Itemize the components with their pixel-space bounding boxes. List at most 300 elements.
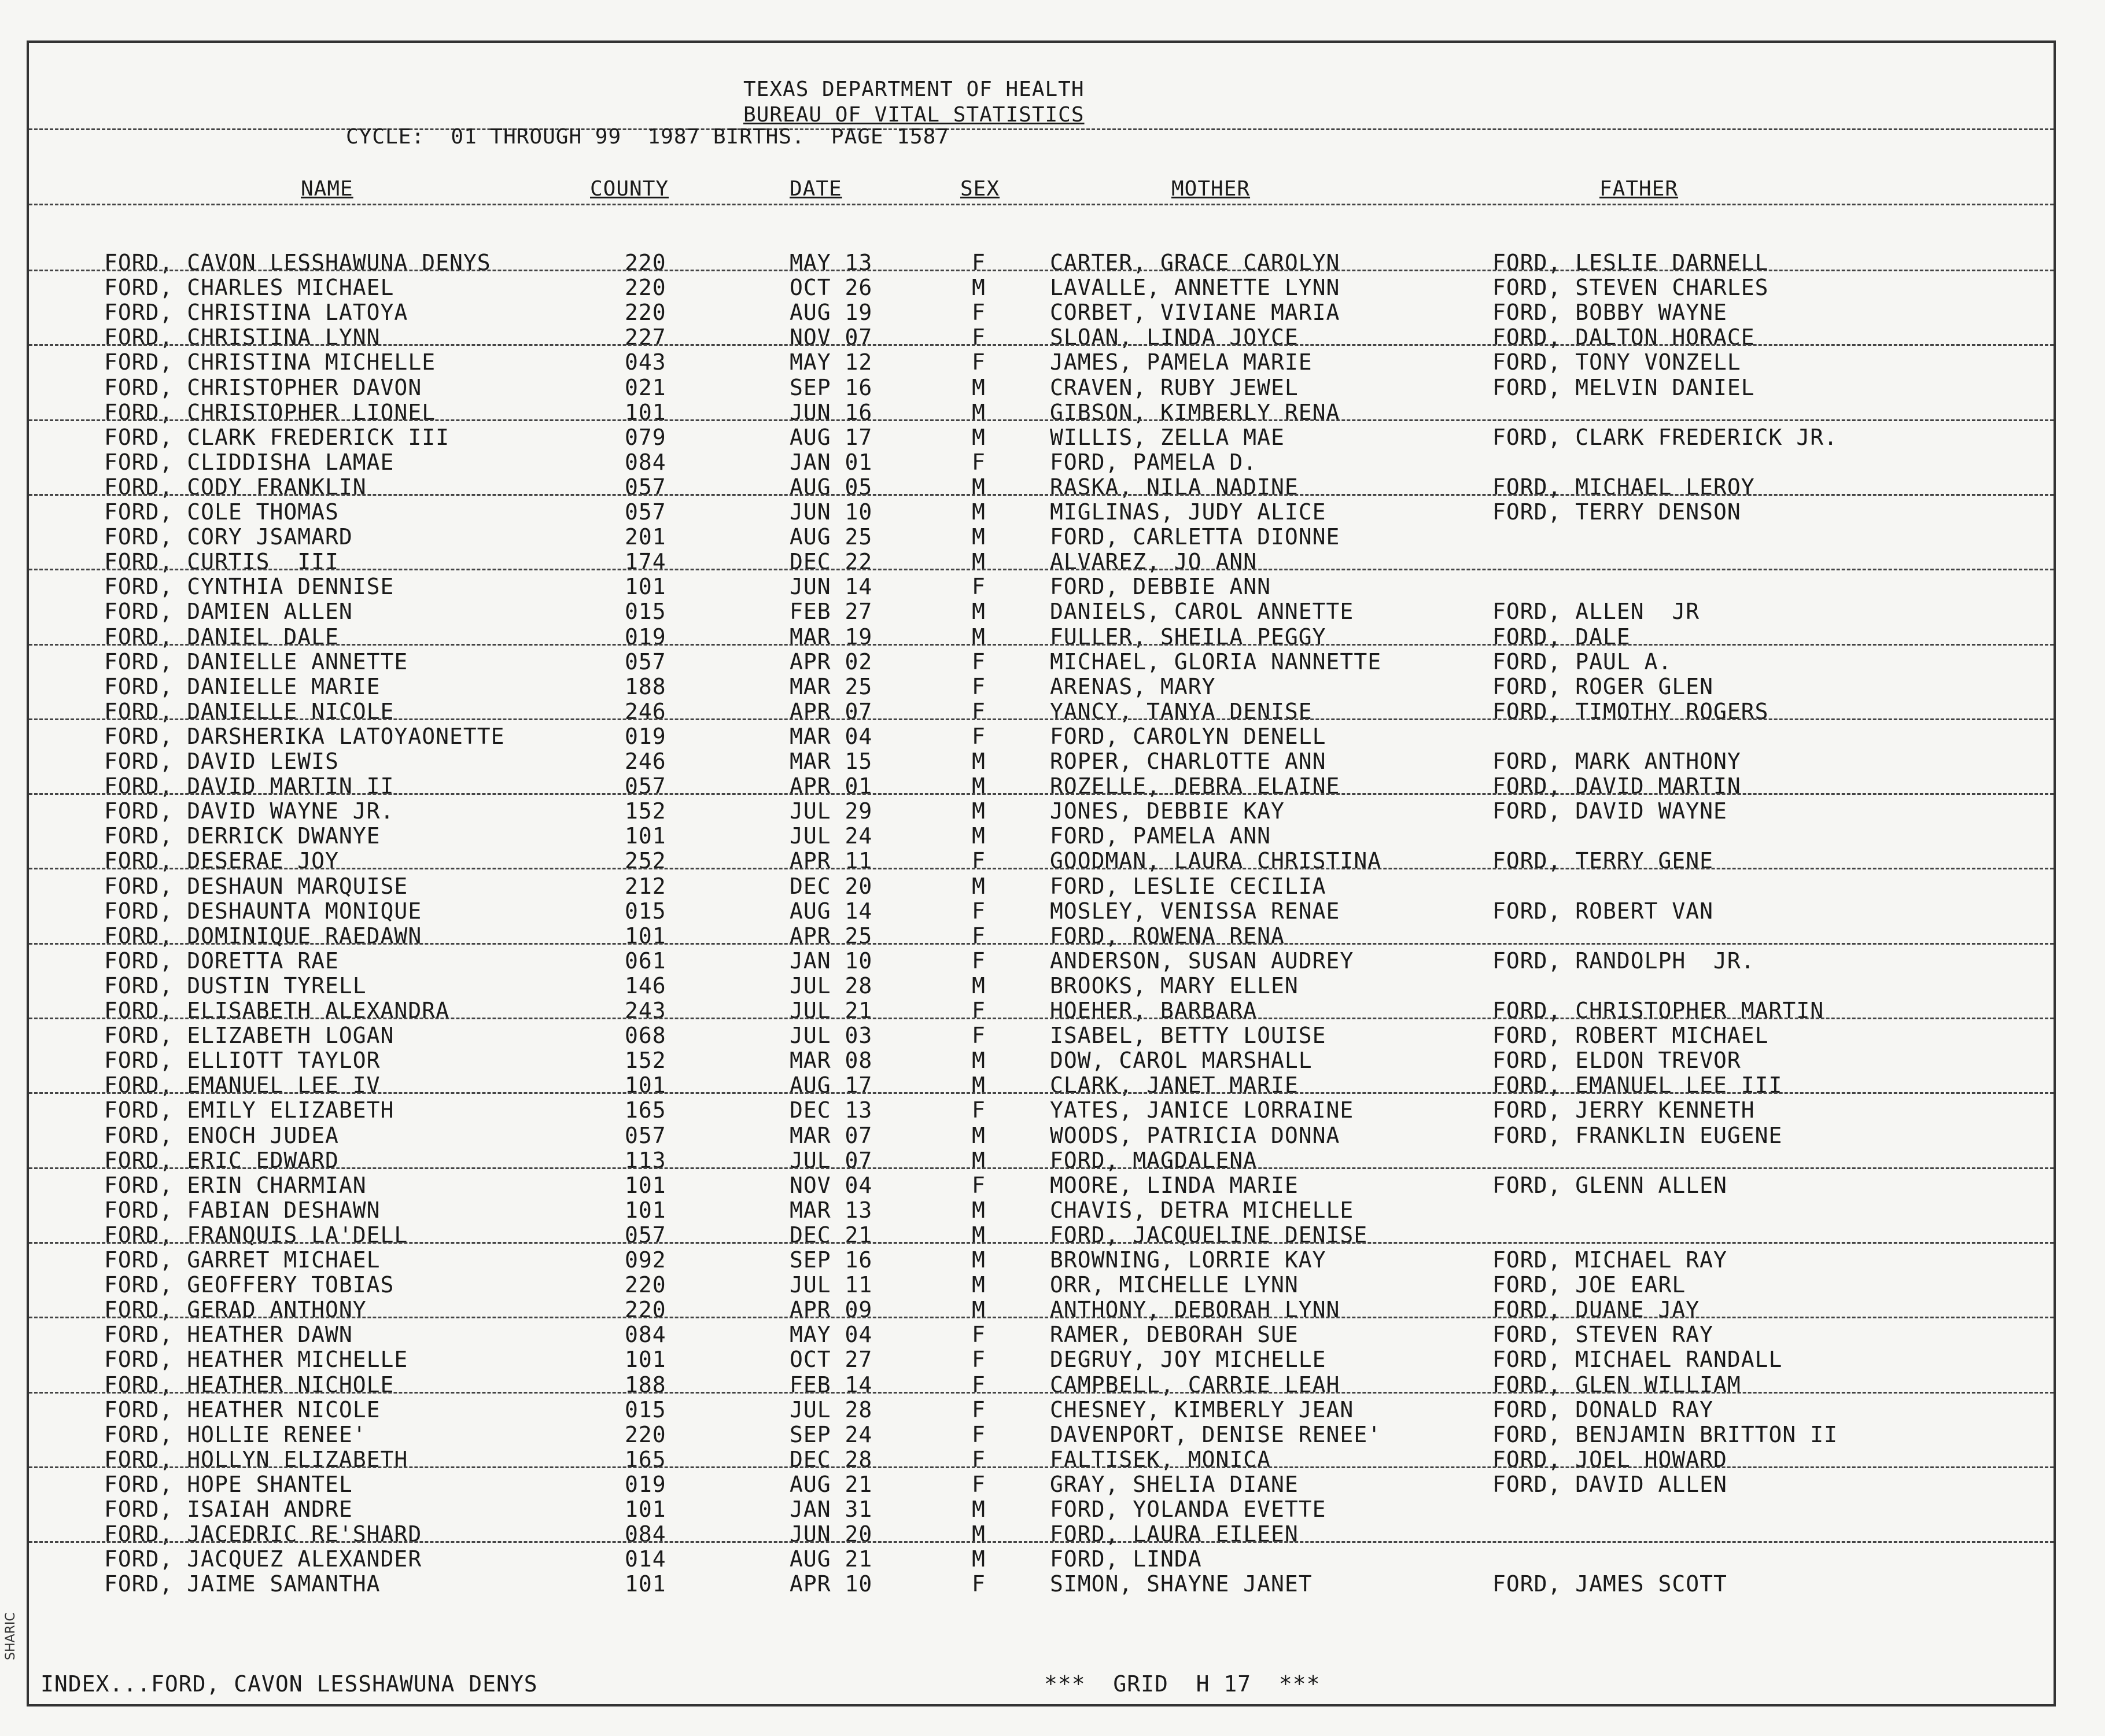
cell-sex: F — [972, 1097, 986, 1123]
cell-mother: FALTISEK, MONICA — [1050, 1446, 1271, 1472]
cell-mother: ANTHONY, DEBORAH LYNN — [1050, 1297, 1340, 1323]
cell-county: 101 — [625, 1197, 666, 1223]
cell-father: FORD, DALTON HORACE — [1492, 325, 1755, 351]
cell-mother: ARENAS, MARY — [1050, 673, 1216, 699]
cell-date: DEC 13 — [790, 1097, 873, 1123]
row-divider-line — [29, 1242, 2054, 1244]
cell-date: AUG 17 — [790, 1072, 873, 1099]
cell-date: OCT 26 — [790, 275, 873, 301]
cell-name: FORD, FRANQUIS LA'DELL — [104, 1222, 408, 1248]
row-divider-line — [29, 943, 2054, 945]
footer-index: INDEX...FORD, CAVON LESSHAWUNA DENYS — [40, 1671, 538, 1697]
cell-name: FORD, COLE THOMAS — [104, 499, 339, 525]
table-row — [29, 798, 2054, 823]
cell-mother: DEGRUY, JOY MICHELLE — [1050, 1347, 1326, 1373]
cell-name: FORD, HOLLYN ELIZABETH — [104, 1446, 408, 1472]
cell-father: FORD, PAUL A. — [1492, 648, 1672, 675]
cell-sex: M — [972, 1147, 986, 1173]
cell-date: MAR 13 — [790, 1197, 873, 1223]
cell-county: 188 — [625, 673, 666, 699]
cell-father: FORD, MICHAEL RANDALL — [1492, 1347, 1783, 1373]
cell-county: 101 — [625, 823, 666, 849]
cell-sex: F — [972, 948, 986, 974]
cell-date: APR 07 — [790, 698, 873, 724]
cell-name: FORD, DESHAUNTA MONIQUE — [104, 898, 422, 924]
cell-name: FORD, DUSTIN TYRELL — [104, 972, 367, 998]
cell-sex: M — [972, 1247, 986, 1273]
column-header-father: FATHER — [1599, 177, 1679, 201]
row-divider-line — [29, 270, 2054, 271]
cell-county: 084 — [625, 1521, 666, 1547]
side-label: SHARIC — [3, 1612, 18, 1660]
cell-sex: F — [972, 1446, 986, 1472]
cell-name: FORD, DANIELLE NICOLE — [104, 698, 395, 724]
cell-mother: LAVALLE, ANNETTE LYNN — [1050, 275, 1340, 301]
cell-sex: M — [972, 1197, 986, 1223]
cell-county: 057 — [625, 1122, 666, 1148]
document-frame — [27, 40, 2056, 1706]
cell-county: 101 — [625, 1571, 666, 1597]
cell-county: 015 — [625, 898, 666, 924]
table-row — [29, 349, 2054, 374]
cell-father: FORD, RANDOLPH JR. — [1492, 948, 1755, 974]
cell-name: FORD, GARRET MICHAEL — [104, 1247, 381, 1273]
cell-county: 152 — [625, 798, 666, 824]
cell-date: DEC 28 — [790, 1446, 873, 1472]
cell-sex: M — [972, 474, 986, 500]
cell-date: JAN 10 — [790, 948, 873, 974]
cell-sex: F — [972, 449, 986, 475]
cell-sex: F — [972, 574, 986, 600]
cell-name: FORD, DOMINIQUE RAEDAWN — [104, 923, 422, 949]
cell-date: MAR 15 — [790, 749, 873, 774]
table-row — [29, 574, 2054, 599]
cell-sex: M — [972, 275, 986, 301]
cell-mother: FORD, DEBBIE ANN — [1050, 574, 1271, 600]
table-row — [29, 1247, 2054, 1272]
cell-name: FORD, DAVID MARTIN II — [104, 773, 395, 799]
cell-father: FORD, FRANKLIN EUGENE — [1492, 1122, 1783, 1148]
cell-mother: MICHAEL, GLORIA NANNETTE — [1050, 648, 1382, 675]
cell-county: 015 — [625, 1396, 666, 1422]
column-header-name: NAME — [301, 177, 353, 201]
cell-county: 101 — [625, 1072, 666, 1099]
table-row — [29, 300, 2054, 325]
cell-county: 220 — [625, 1272, 666, 1298]
table-row — [29, 1347, 2054, 1372]
table-row — [29, 1497, 2054, 1521]
cell-date: APR 25 — [790, 923, 873, 949]
cell-father: FORD, ELDON TREVOR — [1492, 1048, 1741, 1074]
cell-name: FORD, HEATHER DAWN — [104, 1322, 353, 1348]
cell-county: 146 — [625, 972, 666, 998]
cell-date: JAN 31 — [790, 1497, 873, 1522]
cell-sex: M — [972, 798, 986, 824]
cell-mother: FORD, LINDA — [1050, 1546, 1202, 1572]
row-divider-line — [29, 1018, 2054, 1019]
row-divider-line — [29, 793, 2054, 795]
cell-name: FORD, ELIZABETH LOGAN — [104, 1023, 395, 1049]
row-divider-line — [29, 494, 2054, 496]
cell-mother: CHAVIS, DETRA MICHELLE — [1050, 1197, 1354, 1223]
cell-sex: M — [972, 1521, 986, 1547]
divider-line — [29, 204, 2054, 205]
cell-father: FORD, JAMES SCOTT — [1492, 1571, 1727, 1597]
cell-county: 101 — [625, 1497, 666, 1522]
cell-name: FORD, ERIC EDWARD — [104, 1147, 339, 1173]
cell-mother: YANCY, TANYA DENISE — [1050, 698, 1313, 724]
row-divider-line — [29, 1541, 2054, 1543]
cell-mother: MIGLINAS, JUDY ALICE — [1050, 499, 1326, 525]
table-row — [29, 749, 2054, 773]
cell-father: FORD, JERRY KENNETH — [1492, 1097, 1755, 1123]
cell-father: FORD, GLEN WILLIAM — [1492, 1372, 1741, 1398]
table-row — [29, 1546, 2054, 1571]
cell-mother: FORD, JACQUELINE DENISE — [1050, 1222, 1368, 1248]
cell-mother: JONES, DEBBIE KAY — [1050, 798, 1285, 824]
row-divider-line — [29, 718, 2054, 720]
row-divider-line — [29, 344, 2054, 346]
cell-sex: F — [972, 1571, 986, 1597]
cell-sex: F — [972, 250, 986, 275]
cell-date: AUG 17 — [790, 424, 873, 450]
cell-name: FORD, CAVON LESSHAWUNA DENYS — [104, 250, 491, 275]
cell-county: 101 — [625, 1172, 666, 1198]
cell-sex: M — [972, 1222, 986, 1248]
cell-father: FORD, ROBERT VAN — [1492, 898, 1714, 924]
cell-date: MAR 07 — [790, 1122, 873, 1148]
cell-sex: F — [972, 923, 986, 949]
cell-county: 015 — [625, 599, 666, 625]
cell-name: FORD, HOLLIE RENEE' — [104, 1421, 367, 1447]
row-divider-line — [29, 868, 2054, 869]
cell-father: FORD, DUANE JAY — [1492, 1297, 1700, 1323]
table-row — [29, 948, 2054, 973]
cell-sex: F — [972, 1347, 986, 1373]
cell-mother: GRAY, SHELIA DIANE — [1050, 1471, 1299, 1497]
cell-county: 101 — [625, 1347, 666, 1373]
cell-county: 084 — [625, 1322, 666, 1348]
cell-date: FEB 14 — [790, 1372, 873, 1398]
cell-county: 220 — [625, 1421, 666, 1447]
table-row — [29, 524, 2054, 549]
cell-county: 057 — [625, 648, 666, 675]
cell-county: 227 — [625, 325, 666, 351]
cell-father: FORD, DONALD RAY — [1492, 1396, 1714, 1422]
cell-mother: CARTER, GRACE CAROLYN — [1050, 250, 1340, 275]
cell-name: FORD, CHRISTINA LYNN — [104, 325, 381, 351]
cell-name: FORD, HEATHER MICHELLE — [104, 1347, 408, 1373]
cell-county: 220 — [625, 275, 666, 301]
cell-mother: FORD, ROWENA RENA — [1050, 923, 1285, 949]
cell-date: MAR 08 — [790, 1048, 873, 1074]
cell-county: 057 — [625, 499, 666, 525]
table-row — [29, 873, 2054, 898]
cell-sex: M — [972, 549, 986, 575]
cell-name: FORD, CHRISTOPHER DAVON — [104, 374, 422, 400]
cell-mother: FORD, CARLETTA DIONNE — [1050, 524, 1340, 550]
cell-date: DEC 22 — [790, 549, 873, 575]
cell-father: FORD, DAVID MARTIN — [1492, 773, 1741, 799]
cell-sex: M — [972, 773, 986, 799]
cell-name: FORD, ELLIOTT TAYLOR — [104, 1048, 381, 1074]
row-divider-line — [29, 1167, 2054, 1169]
cell-date: NOV 07 — [790, 325, 873, 351]
cell-father: FORD, JOEL HOWARD — [1492, 1446, 1727, 1472]
table-row — [29, 1397, 2054, 1422]
cell-date: AUG 14 — [790, 898, 873, 924]
cell-county: 021 — [625, 374, 666, 400]
cell-name: FORD, DESHAUN MARQUISE — [104, 873, 408, 899]
cell-date: APR 10 — [790, 1571, 873, 1597]
cell-sex: F — [972, 723, 986, 749]
cell-name: FORD, DANIELLE MARIE — [104, 673, 381, 699]
cell-name: FORD, HEATHER NICHOLE — [104, 1372, 395, 1398]
cell-county: 246 — [625, 749, 666, 774]
cell-mother: CAMPBELL, CARRIE LEAH — [1050, 1372, 1340, 1398]
cell-date: JUN 14 — [790, 574, 873, 600]
cell-name: FORD, DANIELLE ANNETTE — [104, 648, 408, 675]
cell-county: 174 — [625, 549, 666, 575]
header-cycle: CYCLE: 01 THROUGH 99 1987 BIRTHS. PAGE 1587 — [346, 125, 949, 149]
cell-date: APR 09 — [790, 1297, 873, 1323]
cell-county: 068 — [625, 1023, 666, 1049]
cell-mother: ORR, MICHELLE LYNN — [1050, 1272, 1299, 1298]
cell-sex: F — [972, 325, 986, 351]
cell-sex: F — [972, 673, 986, 699]
cell-mother: DOW, CAROL MARSHALL — [1050, 1048, 1313, 1074]
cell-name: FORD, DESERAE JOY — [104, 848, 339, 874]
cell-mother: WOODS, PATRICIA DONNA — [1050, 1122, 1340, 1148]
cell-father: FORD, TERRY GENE — [1492, 848, 1714, 874]
cell-sex: M — [972, 424, 986, 450]
table-row — [29, 649, 2054, 674]
cell-father: FORD, MICHAEL LEROY — [1492, 474, 1755, 500]
cell-date: MAY 13 — [790, 250, 873, 275]
cell-county: 043 — [625, 349, 666, 375]
table-row — [29, 1048, 2054, 1072]
table-row — [29, 375, 2054, 400]
table-row — [29, 1023, 2054, 1048]
cell-county: 057 — [625, 773, 666, 799]
table-row — [29, 449, 2054, 474]
cell-sex: F — [972, 998, 986, 1023]
cell-name: FORD, CODY FRANKLIN — [104, 474, 367, 500]
column-header-mother: MOTHER — [1171, 177, 1251, 201]
cell-county: 212 — [625, 873, 666, 899]
cell-sex: M — [972, 1072, 986, 1099]
cell-mother: DAVENPORT, DENISE RENEE' — [1050, 1421, 1382, 1447]
cell-county: 165 — [625, 1446, 666, 1472]
cell-county: 201 — [625, 524, 666, 550]
cell-date: DEC 21 — [790, 1222, 873, 1248]
table-row — [29, 1097, 2054, 1122]
cell-sex: M — [972, 1048, 986, 1074]
cell-sex: F — [972, 1372, 986, 1398]
row-divider-line — [29, 1466, 2054, 1468]
table-row — [29, 1422, 2054, 1447]
cell-name: FORD, GERAD ANTHONY — [104, 1297, 367, 1323]
cell-name: FORD, CHRISTINA MICHELLE — [104, 349, 436, 375]
cell-date: JUN 16 — [790, 399, 873, 425]
cell-date: JUN 20 — [790, 1521, 873, 1547]
cell-father: FORD, ROBERT MICHAEL — [1492, 1023, 1769, 1049]
table-row — [29, 1123, 2054, 1148]
cell-father: FORD, GLENN ALLEN — [1492, 1172, 1727, 1198]
cell-sex: M — [972, 524, 986, 550]
cell-sex: F — [972, 1023, 986, 1049]
cell-name: FORD, CURTIS III — [104, 549, 339, 575]
cell-date: JUL 03 — [790, 1023, 873, 1049]
cell-county: 188 — [625, 1372, 666, 1398]
cell-date: OCT 27 — [790, 1347, 873, 1373]
cell-county: 152 — [625, 1048, 666, 1074]
cell-father: FORD, MICHAEL RAY — [1492, 1247, 1727, 1273]
cell-county: 243 — [625, 998, 666, 1023]
cell-date: AUG 05 — [790, 474, 873, 500]
cell-date: SEP 16 — [790, 374, 873, 400]
cell-mother: SIMON, SHAYNE JANET — [1050, 1571, 1313, 1597]
cell-father: FORD, JOE EARL — [1492, 1272, 1686, 1298]
row-divider-line — [29, 1317, 2054, 1318]
cell-sex: F — [972, 698, 986, 724]
cell-mother: ROZELLE, DEBRA ELAINE — [1050, 773, 1340, 799]
cell-name: FORD, CHRISTINA LATOYA — [104, 300, 408, 326]
cell-father: FORD, TIMOTHY ROGERS — [1492, 698, 1769, 724]
header-bureau: BUREAU OF VITAL STATISTICS — [743, 103, 1085, 127]
cell-date: JUL 07 — [790, 1147, 873, 1173]
cell-father: FORD, TERRY DENSON — [1492, 499, 1741, 525]
cell-father: FORD, BOBBY WAYNE — [1492, 300, 1727, 326]
cell-sex: F — [972, 898, 986, 924]
cell-date: DEC 20 — [790, 873, 873, 899]
table-row — [29, 425, 2054, 449]
cell-name: FORD, DARSHERIKA LATOYAONETTE — [104, 723, 505, 749]
cell-father: FORD, STEVEN RAY — [1492, 1322, 1714, 1348]
cell-date: SEP 24 — [790, 1421, 873, 1447]
cell-date: APR 02 — [790, 648, 873, 675]
cell-county: 057 — [625, 1222, 666, 1248]
column-header-county: COUNTY — [590, 177, 669, 201]
cell-name: FORD, DORETTA RAE — [104, 948, 339, 974]
cell-county: 101 — [625, 574, 666, 600]
cell-father: FORD, MELVIN DANIEL — [1492, 374, 1755, 400]
cell-county: 057 — [625, 474, 666, 500]
cell-county: 113 — [625, 1147, 666, 1173]
cell-name: FORD, JAIME SAMANTHA — [104, 1571, 381, 1597]
cell-county: 165 — [625, 1097, 666, 1123]
cell-sex: F — [972, 1322, 986, 1348]
table-row — [29, 724, 2054, 749]
cell-mother: MOSLEY, VENISSA RENAE — [1050, 898, 1340, 924]
cell-mother: CLARK, JANET MARIE — [1050, 1072, 1299, 1099]
cell-sex: M — [972, 1546, 986, 1572]
column-header-sex: SEX — [960, 177, 1000, 201]
cell-sex: M — [972, 1272, 986, 1298]
cell-mother: CHESNEY, KIMBERLY JEAN — [1050, 1396, 1354, 1422]
cell-county: 220 — [625, 1297, 666, 1323]
cell-name: FORD, CLIDDISHA LAMAE — [104, 449, 395, 475]
cell-sex: F — [972, 1471, 986, 1497]
cell-sex: F — [972, 1396, 986, 1422]
cell-sex: M — [972, 499, 986, 525]
cell-date: MAY 04 — [790, 1322, 873, 1348]
cell-county: 246 — [625, 698, 666, 724]
cell-date: APR 11 — [790, 848, 873, 874]
cell-county: 220 — [625, 250, 666, 275]
cell-date: SEP 16 — [790, 1247, 873, 1273]
cell-name: FORD, ERIN CHARMIAN — [104, 1172, 367, 1198]
table-row — [29, 973, 2054, 998]
cell-father: FORD, CLARK FREDERICK JR. — [1492, 424, 1838, 450]
table-row — [29, 1272, 2054, 1297]
divider-line — [29, 128, 2054, 130]
table-row — [29, 1571, 2054, 1596]
cell-father: FORD, DAVID WAYNE — [1492, 798, 1727, 824]
table-row — [29, 499, 2054, 524]
cell-name: FORD, ENOCH JUDEA — [104, 1122, 339, 1148]
cell-father: FORD, CHRISTOPHER MARTIN — [1492, 998, 1824, 1023]
cell-sex: M — [972, 1122, 986, 1148]
cell-father: FORD, MARK ANTHONY — [1492, 749, 1741, 774]
cell-date: NOV 04 — [790, 1172, 873, 1198]
cell-name: FORD, HEATHER NICOLE — [104, 1396, 381, 1422]
cell-sex: F — [972, 1172, 986, 1198]
cell-mother: FORD, PAMELA D. — [1050, 449, 1258, 475]
cell-county: 019 — [625, 624, 666, 650]
cell-name: FORD, JACEDRIC RE'SHARD — [104, 1521, 422, 1547]
cell-sex: M — [972, 823, 986, 849]
cell-county: 079 — [625, 424, 666, 450]
table-row — [29, 1472, 2054, 1497]
cell-name: FORD, ELISABETH ALEXANDRA — [104, 998, 449, 1023]
cell-date: JUL 21 — [790, 998, 873, 1023]
cell-date: JAN 01 — [790, 449, 873, 475]
cell-date: MAR 25 — [790, 673, 873, 699]
cell-mother: BROWNING, LORRIE KAY — [1050, 1247, 1326, 1273]
table-row — [29, 823, 2054, 848]
row-divider-line — [29, 1392, 2054, 1394]
cell-date: AUG 25 — [790, 524, 873, 550]
cell-mother: ANDERSON, SUSAN AUDREY — [1050, 948, 1354, 974]
cell-county: 061 — [625, 948, 666, 974]
cell-name: FORD, CORY JSAMARD — [104, 524, 353, 550]
cell-name: FORD, GEOFFERY TOBIAS — [104, 1272, 395, 1298]
cell-father: FORD, TONY VONZELL — [1492, 349, 1741, 375]
cell-county: 019 — [625, 723, 666, 749]
cell-mother: CORBET, VIVIANE MARIA — [1050, 300, 1340, 326]
cell-name: FORD, FABIAN DESHAWN — [104, 1197, 381, 1223]
cell-sex: M — [972, 399, 986, 425]
cell-county: 101 — [625, 399, 666, 425]
table-row — [29, 1322, 2054, 1347]
cell-sex: F — [972, 1421, 986, 1447]
row-divider-line — [29, 569, 2054, 570]
cell-name: FORD, DAVID LEWIS — [104, 749, 339, 774]
cell-sex: F — [972, 300, 986, 326]
cell-father: FORD, STEVEN CHARLES — [1492, 275, 1769, 301]
table-row — [29, 1173, 2054, 1197]
cell-mother: JAMES, PAMELA MARIE — [1050, 349, 1313, 375]
cell-date: JUL 29 — [790, 798, 873, 824]
cell-county: 014 — [625, 1546, 666, 1572]
footer-grid: *** GRID H 17 *** — [1044, 1671, 1321, 1697]
cell-date: APR 01 — [790, 773, 873, 799]
column-header-date: DATE — [790, 177, 842, 201]
cell-date: MAR 04 — [790, 723, 873, 749]
cell-name: FORD, EMANUEL LEE IV — [104, 1072, 381, 1099]
cell-date: AUG 19 — [790, 300, 873, 326]
